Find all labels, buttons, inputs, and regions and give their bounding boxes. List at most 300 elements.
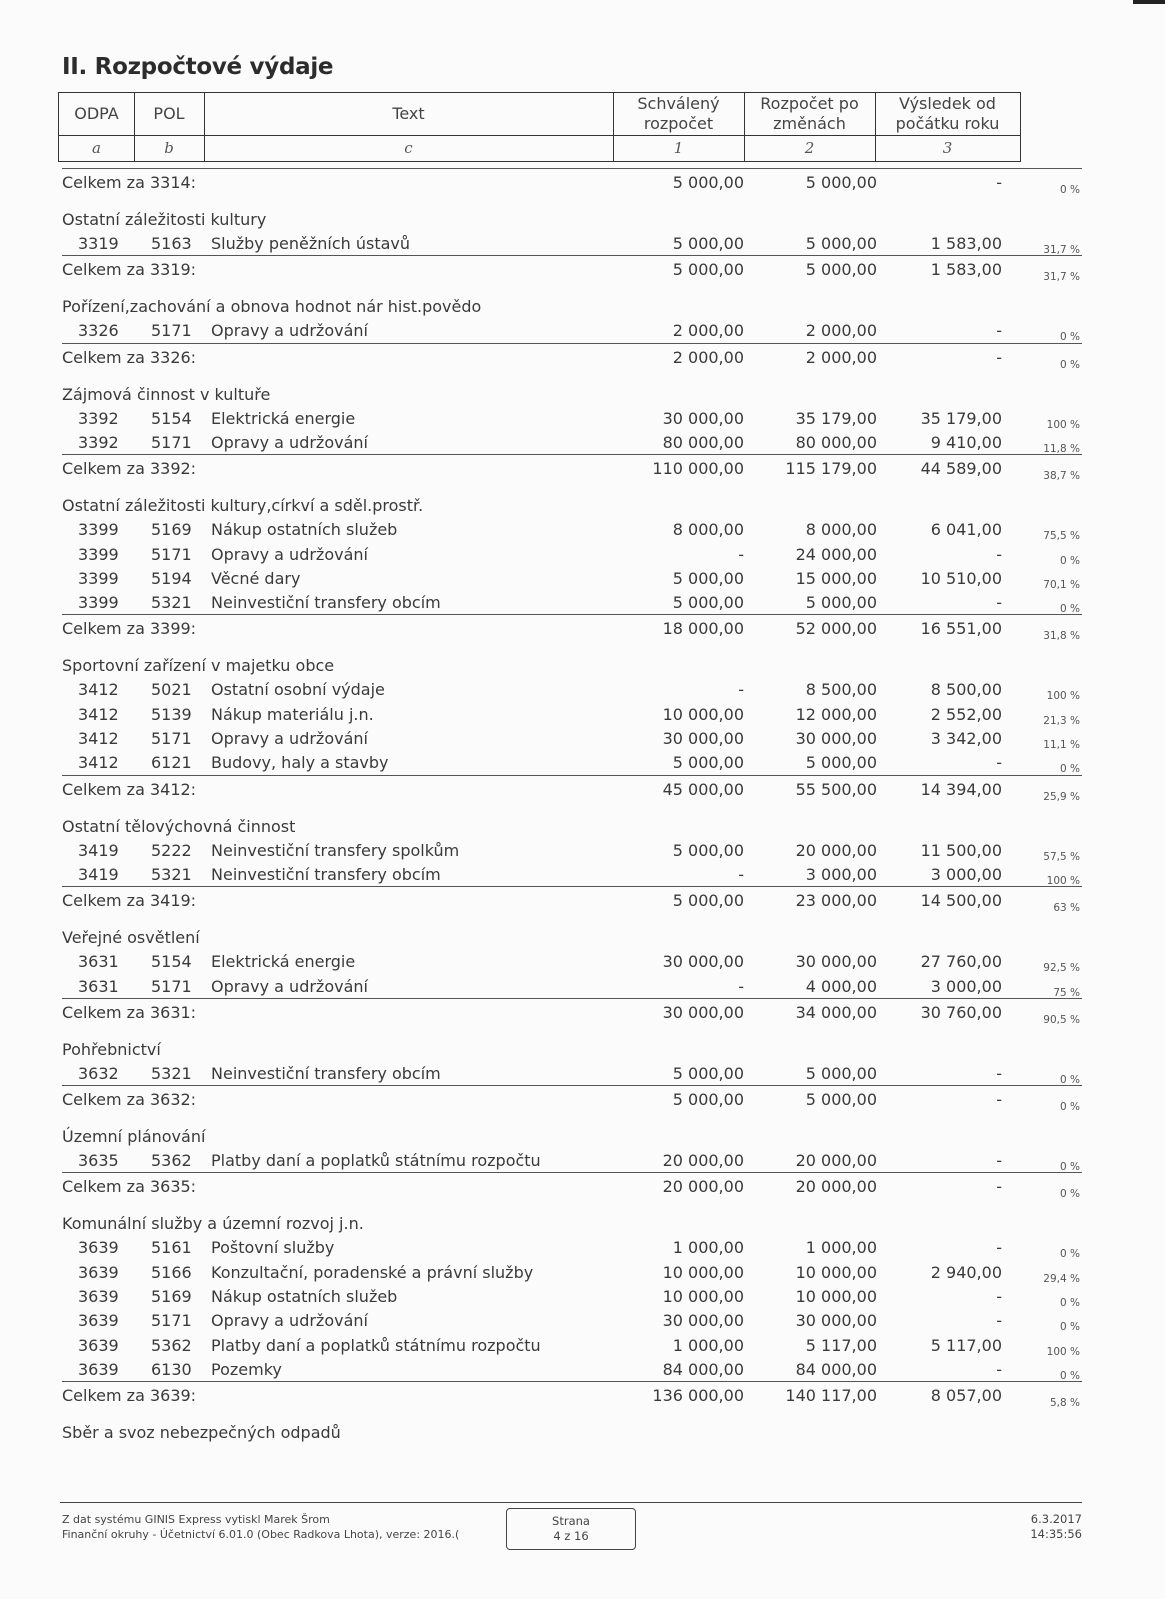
approved-budget: 10 000,00: [662, 704, 744, 724]
percent-fulfilled: 11,1 %: [1043, 739, 1080, 751]
approved-budget: 84 000,00: [662, 1359, 744, 1379]
percent-fulfilled: 38,7 %: [1043, 470, 1080, 483]
section-title: Sportovní zařízení v majetku obce: [62, 656, 335, 676]
percent-fulfilled: 29,4 %: [1043, 1272, 1080, 1285]
total-row: [62, 998, 1082, 1026]
approved-budget: 5 000,00: [672, 840, 744, 860]
scan-edge-mark: [1133, 0, 1165, 4]
approved-budget: 80 000,00: [662, 432, 744, 452]
percent-fulfilled: 75 %: [1053, 986, 1080, 999]
table-row: [62, 233, 1082, 257]
result-ytd: 3 000,00: [930, 864, 1002, 884]
pol-code: 5362: [151, 1151, 192, 1171]
result-ytd: 3 000,00: [930, 976, 1002, 996]
approved-budget: 5 000,00: [672, 891, 744, 911]
approved-budget: -: [738, 680, 744, 700]
odpa-code: 3639: [78, 1311, 119, 1331]
section-title: Územní plánování: [62, 1127, 206, 1147]
pol-code: 5169: [151, 1287, 192, 1306]
pol-code: 5139: [151, 704, 192, 724]
result-ytd: -: [996, 1359, 1002, 1379]
table-row: [62, 752, 1082, 776]
item-text: Nákup materiálu j.n.: [211, 704, 374, 724]
adjusted-budget: 55 500,00: [795, 779, 877, 799]
percent-fulfilled: 100 %: [1046, 874, 1080, 887]
approved-budget: 20 000,00: [662, 1151, 744, 1171]
adjusted-budget: 12 000,00: [795, 704, 877, 724]
table-row: [62, 679, 1082, 703]
pol-code: 5171: [151, 321, 192, 341]
header-sub-1: 1: [673, 139, 684, 157]
adjusted-budget: 8 000,00: [805, 520, 877, 540]
section-title: Veřejné osvětlení: [62, 928, 200, 948]
odpa-code: 3631: [78, 952, 119, 972]
approved-budget: 110 000,00: [652, 459, 744, 479]
result-ytd: -: [996, 173, 1002, 192]
approved-budget: 2 000,00: [672, 321, 744, 341]
result-ytd: 16 551,00: [920, 619, 1002, 639]
item-text: Nákup ostatních služeb: [211, 520, 398, 540]
adjusted-budget: 30 000,00: [795, 1311, 877, 1331]
print-time: 14:35:56: [1030, 1527, 1082, 1541]
result-ytd: 2 940,00: [930, 1262, 1002, 1282]
page-number-box: [506, 1508, 636, 1550]
page-title: II. Rozpočtové výdaje: [62, 54, 334, 80]
adjusted-budget: 5 117,00: [805, 1335, 877, 1355]
header-col3-line2: počátku roku: [895, 114, 1000, 133]
pol-code: 5321: [151, 864, 192, 884]
percent-fulfilled: 0 %: [1060, 1161, 1080, 1174]
adjusted-budget: 140 117,00: [785, 1386, 877, 1406]
table-row: [62, 1063, 1082, 1087]
table-row: [62, 1310, 1082, 1334]
odpa-code: 3639: [78, 1335, 119, 1355]
result-ytd: -: [996, 1287, 1002, 1306]
pol-code: 5321: [151, 593, 192, 613]
result-ytd: -: [996, 1090, 1002, 1110]
adjusted-budget: 115 179,00: [785, 459, 877, 479]
table-row: [62, 704, 1082, 728]
total-label: Celkem za 3314:: [62, 173, 197, 192]
adjusted-budget: 52 000,00: [795, 619, 877, 639]
odpa-code: 3412: [78, 680, 119, 700]
approved-budget: 45 000,00: [662, 779, 744, 799]
percent-fulfilled: 92,5 %: [1043, 962, 1080, 975]
odpa-code: 3639: [78, 1359, 119, 1379]
table-row: [62, 1286, 1082, 1310]
pol-code: 5321: [151, 1063, 192, 1083]
percent-fulfilled: 0 %: [1060, 1188, 1080, 1201]
odpa-code: 3392: [78, 432, 119, 452]
odpa-code: 3412: [78, 753, 119, 773]
table-row: [62, 1262, 1082, 1286]
approved-budget: 18 000,00: [662, 619, 744, 639]
approved-budget: 5 000,00: [672, 173, 744, 192]
adjusted-budget: 5 000,00: [805, 173, 877, 192]
item-text: Opravy a udržování: [211, 544, 368, 564]
odpa-code: 3412: [78, 729, 119, 748]
footer-right: [1030, 1512, 1082, 1542]
header-col2-line2: změnách: [773, 114, 846, 133]
table-row: [62, 544, 1082, 568]
approved-budget: 30 000,00: [662, 408, 744, 428]
percent-fulfilled: 31,7 %: [1043, 244, 1080, 256]
pol-code: 5171: [151, 1311, 192, 1331]
total-row: [62, 454, 1082, 483]
percent-fulfilled: 11,8 %: [1043, 442, 1080, 455]
total-row: [62, 1172, 1082, 1201]
item-text: Elektrická energie: [211, 952, 356, 972]
item-text: Elektrická energie: [211, 408, 356, 428]
percent-fulfilled: 100 %: [1046, 418, 1080, 431]
header-odpa: ODPA: [74, 104, 119, 123]
section-title: Ostatní tělovýchovná činnost: [62, 816, 296, 836]
odpa-code: 3632: [78, 1063, 119, 1083]
item-text: Opravy a udržování: [211, 1311, 368, 1331]
header-sub-c: c: [404, 139, 413, 157]
adjusted-budget: 30 000,00: [795, 952, 877, 972]
percent-fulfilled: 0 %: [1060, 1321, 1080, 1334]
section-title: Ostatní záležitosti kultury,církví a sděl.prostř.: [62, 496, 424, 516]
adjusted-budget: 5 000,00: [805, 234, 877, 253]
adjusted-budget: 20 000,00: [795, 1177, 877, 1197]
section-title: Komunální služby a územní rozvoj j.n.: [62, 1214, 364, 1234]
item-text: Neinvestiční transfery spolkům: [211, 840, 460, 860]
odpa-code: 3399: [78, 568, 119, 588]
pol-code: 5169: [151, 520, 192, 540]
percent-fulfilled: 0 %: [1060, 331, 1080, 344]
approved-budget: 5 000,00: [672, 1090, 744, 1110]
approved-budget: 2 000,00: [672, 347, 744, 367]
odpa-code: 3326: [78, 321, 119, 341]
table-row: [62, 592, 1082, 616]
approved-budget: -: [738, 976, 744, 996]
section-heading: [62, 927, 1082, 951]
header-sub-a: a: [92, 139, 101, 157]
adjusted-budget: 1 000,00: [805, 1238, 877, 1258]
odpa-code: 3639: [78, 1287, 119, 1306]
odpa-code: 3419: [78, 840, 119, 860]
adjusted-budget: 4 000,00: [805, 976, 877, 996]
item-text: Poštovní služby: [211, 1238, 335, 1258]
result-ytd: 8 500,00: [930, 680, 1002, 700]
result-ytd: -: [996, 753, 1002, 773]
item-text: Opravy a udržování: [211, 976, 368, 996]
percent-fulfilled: 0 %: [1060, 184, 1080, 196]
percent-fulfilled: 70,1 %: [1043, 578, 1080, 591]
odpa-code: 3399: [78, 520, 119, 540]
adjusted-budget: 2 000,00: [805, 347, 877, 367]
table-row: [62, 728, 1082, 752]
percent-fulfilled: 0 %: [1060, 603, 1080, 616]
footer-left: [62, 1512, 459, 1542]
total-label: Celkem za 3631:: [62, 1002, 197, 1022]
item-text: Nákup ostatních služeb: [211, 1287, 398, 1306]
percent-fulfilled: 0 %: [1060, 1297, 1080, 1309]
adjusted-budget: 3 000,00: [805, 864, 877, 884]
percent-fulfilled: 0 %: [1060, 1369, 1080, 1382]
result-ytd: -: [996, 321, 1002, 341]
table-header: [58, 92, 1021, 162]
table-row: [62, 519, 1082, 543]
result-ytd: 2 552,00: [930, 704, 1002, 724]
percent-fulfilled: 57,5 %: [1043, 850, 1080, 863]
item-text: Platby daní a poplatků státnímu rozpočtu: [211, 1151, 541, 1171]
odpa-code: 3631: [78, 976, 119, 996]
percent-fulfilled: 90,5 %: [1043, 1013, 1080, 1026]
percent-fulfilled: 0 %: [1060, 1101, 1080, 1114]
result-ytd: 10 510,00: [920, 568, 1002, 588]
section-heading: [62, 384, 1082, 408]
result-ytd: 1 583,00: [930, 260, 1002, 280]
approved-budget: 10 000,00: [662, 1262, 744, 1282]
result-ytd: -: [996, 347, 1002, 367]
approved-budget: 5 000,00: [672, 753, 744, 773]
adjusted-budget: 24 000,00: [795, 544, 877, 564]
total-label: Celkem za 3419:: [62, 891, 197, 911]
header-col2-line1: Rozpočet po: [760, 94, 859, 113]
item-text: Pozemky: [211, 1359, 282, 1379]
adjusted-budget: 5 000,00: [805, 753, 877, 773]
header-col2: [744, 94, 875, 134]
total-row: [62, 1085, 1082, 1114]
header-col1-line1: Schválený: [637, 94, 720, 113]
table-row: [62, 864, 1082, 888]
pol-code: 5171: [151, 976, 192, 996]
total-label: Celkem za 3326:: [62, 347, 197, 367]
item-text: Věcné dary: [211, 568, 301, 588]
table-row: [62, 1359, 1082, 1383]
approved-budget: 30 000,00: [662, 1002, 744, 1022]
table-row: [62, 568, 1082, 592]
section-heading: [62, 495, 1082, 519]
table-row: [62, 1335, 1082, 1359]
odpa-code: 3399: [78, 544, 119, 564]
pol-code: 5163: [151, 234, 192, 253]
total-row: [62, 343, 1082, 371]
section-heading: [62, 1422, 1082, 1446]
section-heading: [62, 1126, 1082, 1150]
percent-fulfilled: 100 %: [1046, 690, 1080, 703]
percent-fulfilled: 0 %: [1060, 1073, 1080, 1086]
result-ytd: 1 583,00: [930, 234, 1002, 253]
pol-code: 5171: [151, 729, 192, 748]
adjusted-budget: 84 000,00: [795, 1359, 877, 1379]
odpa-code: 3639: [78, 1238, 119, 1258]
odpa-code: 3639: [78, 1262, 119, 1282]
approved-budget: 8 000,00: [672, 520, 744, 540]
total-row: [62, 1381, 1082, 1410]
table-row: [62, 1150, 1082, 1174]
adjusted-budget: 5 000,00: [805, 260, 877, 280]
adjusted-budget: 20 000,00: [795, 840, 877, 860]
result-ytd: 9 410,00: [930, 432, 1002, 452]
header-col3-line1: Výsledek od: [899, 94, 996, 113]
header-pol: POL: [153, 104, 185, 123]
approved-budget: -: [738, 864, 744, 884]
adjusted-budget: 30 000,00: [795, 729, 877, 748]
total-row: [62, 255, 1082, 284]
percent-fulfilled: 0 %: [1060, 358, 1080, 371]
pol-code: 5194: [151, 568, 192, 588]
adjusted-budget: 8 500,00: [805, 680, 877, 700]
approved-budget: 5 000,00: [672, 568, 744, 588]
total-label: Celkem za 3412:: [62, 779, 197, 799]
percent-fulfilled: 63 %: [1053, 902, 1080, 915]
approved-budget: 5 000,00: [672, 260, 744, 280]
adjusted-budget: 23 000,00: [795, 891, 877, 911]
header-col3: [875, 94, 1020, 134]
percent-fulfilled: 31,7 %: [1043, 271, 1080, 284]
result-ytd: -: [996, 1238, 1002, 1258]
section-heading: [62, 655, 1082, 679]
item-text: Konzultační, poradenské a právní služby: [211, 1262, 534, 1282]
print-date: 6.3.2017: [1030, 1512, 1082, 1526]
total-row: [62, 168, 1082, 196]
pol-code: 6130: [151, 1359, 192, 1379]
result-ytd: -: [996, 1311, 1002, 1331]
total-row: [62, 886, 1082, 915]
item-text: Platby daní a poplatků státnímu rozpočtu: [211, 1335, 541, 1355]
result-ytd: 8 057,00: [930, 1386, 1002, 1406]
pol-code: 5154: [151, 952, 192, 972]
adjusted-budget: 10 000,00: [795, 1287, 877, 1306]
adjusted-budget: 15 000,00: [795, 568, 877, 588]
odpa-code: 3635: [78, 1151, 119, 1171]
total-label: Celkem za 3392:: [62, 459, 197, 479]
header-sub-3: 3: [942, 139, 953, 157]
pol-code: 5161: [151, 1238, 192, 1258]
adjusted-budget: 5 000,00: [805, 1090, 877, 1110]
result-ytd: 30 760,00: [920, 1002, 1002, 1022]
section-heading: [62, 1213, 1082, 1237]
odpa-code: 3319: [78, 234, 119, 253]
footer-printed-by: Z dat systému GINIS Express vytiskl Marek Šrom: [62, 1513, 330, 1526]
total-label: Celkem za 3635:: [62, 1177, 197, 1197]
adjusted-budget: 5 000,00: [805, 1063, 877, 1083]
item-text: Služby peněžních ústavů: [211, 234, 411, 253]
pol-code: 6121: [151, 753, 192, 773]
approved-budget: 1 000,00: [672, 1335, 744, 1355]
approved-budget: 5 000,00: [672, 593, 744, 613]
item-text: Neinvestiční transfery obcím: [211, 593, 441, 613]
total-label: Celkem za 3632:: [62, 1090, 197, 1110]
result-ytd: 6 041,00: [930, 520, 1002, 540]
item-text: Opravy a udržování: [211, 321, 368, 341]
table-row: [62, 951, 1082, 975]
result-ytd: 14 394,00: [920, 779, 1002, 799]
item-text: Ostatní osobní výdaje: [211, 680, 385, 700]
pol-code: 5166: [151, 1262, 192, 1282]
result-ytd: 11 500,00: [920, 840, 1002, 860]
section-title: Sběr a svoz nebezpečných odpadů: [62, 1423, 341, 1443]
header-text: Text: [392, 104, 425, 123]
header-sub-b: b: [164, 139, 174, 157]
adjusted-budget: 5 000,00: [805, 593, 877, 613]
table-row: [62, 1237, 1082, 1261]
result-ytd: 35 179,00: [920, 408, 1002, 428]
percent-fulfilled: 0 %: [1060, 1248, 1080, 1261]
section-title: Ostatní záležitosti kultury: [62, 210, 267, 229]
page-value: 4 z 16: [553, 1529, 589, 1543]
section-heading: [62, 816, 1082, 840]
item-text: Opravy a udržování: [211, 729, 368, 748]
percent-fulfilled: 75,5 %: [1043, 530, 1080, 543]
total-label: Celkem za 3639:: [62, 1386, 197, 1406]
table-row: [62, 432, 1082, 456]
percent-fulfilled: 0 %: [1060, 763, 1080, 776]
percent-fulfilled: 100 %: [1046, 1345, 1080, 1358]
section-title: Pořízení,zachování a obnova hodnot nár hist.povědo: [62, 297, 482, 317]
result-ytd: -: [996, 1177, 1002, 1197]
odpa-code: 3399: [78, 593, 119, 613]
table-row: [62, 840, 1082, 864]
adjusted-budget: 80 000,00: [795, 432, 877, 452]
adjusted-budget: 34 000,00: [795, 1002, 877, 1022]
result-ytd: -: [996, 544, 1002, 564]
footer-rule: [60, 1502, 1082, 1503]
total-label: Celkem za 3319:: [62, 260, 197, 280]
total-row: [62, 614, 1082, 643]
item-text: Neinvestiční transfery obcím: [211, 1063, 441, 1083]
approved-budget: 5 000,00: [672, 1063, 744, 1083]
approved-budget: 20 000,00: [662, 1177, 744, 1197]
result-ytd: 3 342,00: [930, 729, 1002, 748]
footer-system-info: Finanční okruhy - Účetnictví 6.01.0 (Obec Radkova Lhota), verze: 2016.(: [62, 1528, 460, 1541]
table-row: [62, 408, 1082, 432]
pol-code: 5222: [151, 840, 192, 860]
result-ytd: 14 500,00: [920, 891, 1002, 911]
result-ytd: -: [996, 1063, 1002, 1083]
adjusted-budget: 35 179,00: [795, 408, 877, 428]
adjusted-budget: 20 000,00: [795, 1151, 877, 1171]
section-heading: [62, 296, 1082, 320]
pol-code: 5154: [151, 408, 192, 428]
page-label: Strana: [552, 1514, 590, 1528]
adjusted-budget: 2 000,00: [805, 321, 877, 341]
percent-fulfilled: 25,9 %: [1043, 790, 1080, 803]
pol-code: 5362: [151, 1335, 192, 1355]
result-ytd: -: [996, 593, 1002, 613]
pol-code: 5171: [151, 544, 192, 564]
result-ytd: 44 589,00: [920, 459, 1002, 479]
header-col1: [613, 94, 744, 134]
approved-budget: 5 000,00: [672, 234, 744, 253]
table-row: [62, 320, 1082, 344]
pol-code: 5171: [151, 432, 192, 452]
item-text: Budovy, haly a stavby: [211, 753, 389, 773]
percent-fulfilled: 0 %: [1060, 554, 1080, 567]
result-ytd: -: [996, 1151, 1002, 1171]
approved-budget: 10 000,00: [662, 1287, 744, 1306]
section-title: Pohřebnictví: [62, 1039, 161, 1059]
approved-budget: 1 000,00: [672, 1238, 744, 1258]
header-sub-2: 2: [804, 139, 815, 157]
pol-code: 5021: [151, 680, 192, 700]
table-row: [62, 976, 1082, 1000]
section-heading: [62, 209, 1082, 233]
odpa-code: 3412: [78, 704, 119, 724]
approved-budget: 136 000,00: [652, 1386, 744, 1406]
result-ytd: 5 117,00: [930, 1335, 1002, 1355]
approved-budget: 30 000,00: [662, 952, 744, 972]
percent-fulfilled: 21,3 %: [1043, 714, 1080, 727]
adjusted-budget: 10 000,00: [795, 1262, 877, 1282]
odpa-code: 3419: [78, 864, 119, 884]
section-title: Zájmová činnost v kultuře: [62, 384, 271, 404]
item-text: Neinvestiční transfery obcím: [211, 864, 441, 884]
header-col1-line2: rozpočet: [643, 114, 714, 133]
